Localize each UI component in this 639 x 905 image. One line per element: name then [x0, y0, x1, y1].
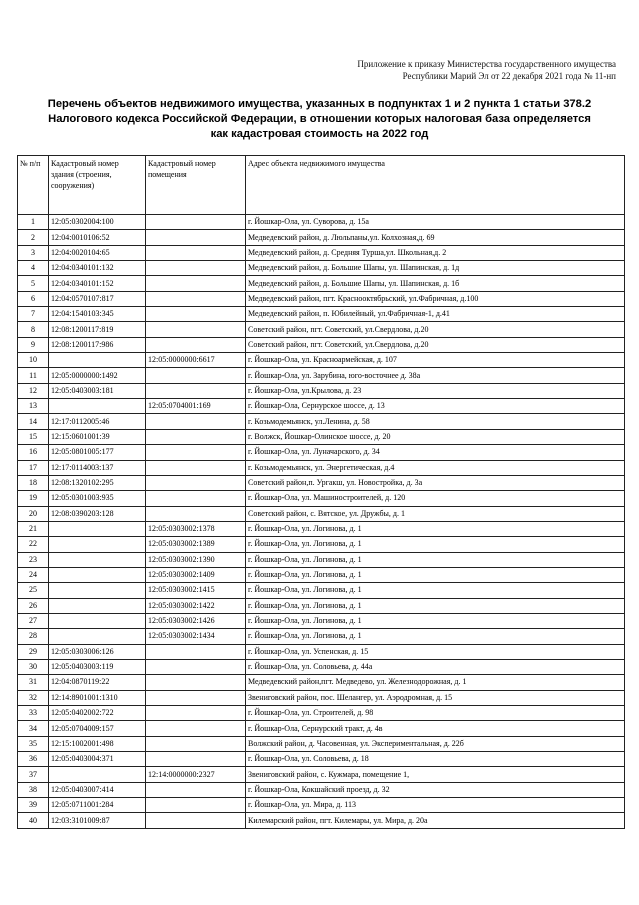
cell-premises-cadastral — [146, 706, 246, 721]
cell-number: 18 — [18, 475, 49, 490]
cell-building-cadastral: 12:05:0402002:722 — [49, 706, 146, 721]
table-row — [18, 475, 625, 490]
cell-number: 23 — [18, 552, 49, 567]
table-row — [18, 706, 625, 721]
document-title — [16, 97, 623, 142]
cell-number: 40 — [18, 813, 49, 828]
cell-address: Медведевский район, д. Средняя Турша,ул. Школьная,д. 2 — [246, 245, 625, 260]
cell-address: Медведевский район, п. Юбилейный, ул.Фабричная-1, д.41 — [246, 307, 625, 322]
cell-address: Килемарский район, пгт. Килемары, ул. Мира, д. 20а — [246, 813, 625, 828]
cell-building-cadastral: 12:04:0010106:52 — [49, 230, 146, 245]
table-row — [18, 675, 625, 690]
cell-address: Звениговский район, пос. Шелангер, ул. Аэродромная, д. 15 — [246, 690, 625, 705]
cell-building-cadastral: 12:04:1540103:345 — [49, 307, 146, 322]
cell-address: г. Йошкар-Ола, ул. Логинова, д. 1 — [246, 613, 625, 628]
cell-premises-cadastral: 12:05:0303002:1390 — [146, 552, 246, 567]
cell-address: г. Волжск, Йошкар-Олинское шоссе, д. 20 — [246, 429, 625, 444]
cell-building-cadastral: 12:08:1200117:819 — [49, 322, 146, 337]
cell-building-cadastral: 12:05:0403003:181 — [49, 383, 146, 398]
cell-address: г. Йошкар-Ола, ул. Успенская, д. 15 — [246, 644, 625, 659]
table-row — [18, 307, 625, 322]
cell-building-cadastral: 12:17:0112005:46 — [49, 414, 146, 429]
cell-premises-cadastral — [146, 276, 246, 291]
table-row — [18, 276, 625, 291]
cell-number: 13 — [18, 399, 49, 414]
table-row — [18, 399, 625, 414]
cell-building-cadastral — [49, 552, 146, 567]
cell-number: 20 — [18, 506, 49, 521]
cell-building-cadastral: 12:05:0301003:935 — [49, 491, 146, 506]
cell-premises-cadastral — [146, 675, 246, 690]
cell-building-cadastral: 12:05:0403004:371 — [49, 752, 146, 767]
appendix-note-line-2: Республики Марий Эл от 22 декабря 2021 года № 11-нп — [402, 71, 616, 81]
cell-building-cadastral: 12:04:0340101:132 — [49, 261, 146, 276]
cell-premises-cadastral — [146, 782, 246, 797]
table-row — [18, 537, 625, 552]
cell-premises-cadastral — [146, 245, 246, 260]
cell-building-cadastral: 12:15:0601001:39 — [49, 429, 146, 444]
cell-number: 39 — [18, 798, 49, 813]
cell-premises-cadastral: 12:05:0303002:1378 — [146, 521, 246, 536]
cell-premises-cadastral: 12:05:0303002:1426 — [146, 613, 246, 628]
table-row — [18, 445, 625, 460]
cell-address: г. Йошкар-Ола, ул. Строителей, д. 98 — [246, 706, 625, 721]
cell-address: Медведевский район,пгт. Медведево, ул. Железнодорожная, д. 1 — [246, 675, 625, 690]
cell-building-cadastral: 12:04:0570107:817 — [49, 291, 146, 306]
table-row — [18, 414, 625, 429]
cell-building-cadastral: 12:05:0711001:284 — [49, 798, 146, 813]
cell-number: 5 — [18, 276, 49, 291]
cell-premises-cadastral — [146, 291, 246, 306]
cell-premises-cadastral — [146, 491, 246, 506]
cell-building-cadastral: 12:05:0000000:1492 — [49, 368, 146, 383]
cell-number: 1 — [18, 215, 49, 230]
cell-number: 6 — [18, 291, 49, 306]
cell-premises-cadastral — [146, 644, 246, 659]
cell-premises-cadastral — [146, 690, 246, 705]
table-row — [18, 491, 625, 506]
cell-number: 12 — [18, 383, 49, 398]
cell-building-cadastral: 12:05:0302004:100 — [49, 215, 146, 230]
cell-building-cadastral: 12:17:0114003:137 — [49, 460, 146, 475]
cell-building-cadastral: 12:04:0340101:152 — [49, 276, 146, 291]
cell-premises-cadastral: 12:05:0000000:6617 — [146, 353, 246, 368]
table-row — [18, 721, 625, 736]
title-line-3: как кадастровая стоимость на 2022 год — [210, 128, 429, 140]
cell-address: Медведевский район, д. Люльпаны,ул. Колхозная,д. 69 — [246, 230, 625, 245]
cell-number: 2 — [18, 230, 49, 245]
cell-number: 22 — [18, 537, 49, 552]
table-body — [18, 215, 625, 829]
cell-number: 15 — [18, 429, 49, 444]
table-row — [18, 261, 625, 276]
cell-premises-cadastral — [146, 752, 246, 767]
cell-building-cadastral: 12:15:1002001:498 — [49, 736, 146, 751]
cell-building-cadastral: 12:14:8901001:1310 — [49, 690, 146, 705]
title-line-1: Перечень объектов недвижимого имущества, указанных в подпунктах 1 и 2 пункта 1 статьи 378.2 — [47, 98, 592, 110]
cell-address: г. Йошкар-Ола, ул. Логинова, д. 1 — [246, 598, 625, 613]
cell-building-cadastral: 12:04:0020104:65 — [49, 245, 146, 260]
cell-address: г. Козьмодемьянск, ул.Ленина, д. 58 — [246, 414, 625, 429]
cell-building-cadastral — [49, 353, 146, 368]
cell-number: 34 — [18, 721, 49, 736]
cell-address: г. Йошкар-Ола, ул. Логинова, д. 1 — [246, 629, 625, 644]
header-premises-cadastral: Кадастровый номер помещения — [146, 156, 246, 215]
cell-building-cadastral: 12:05:0801005:177 — [49, 445, 146, 460]
cell-number: 7 — [18, 307, 49, 322]
cell-address: г. Йошкар-Ола, ул. Луначарского, д. 34 — [246, 445, 625, 460]
table-row — [18, 506, 625, 521]
cell-premises-cadastral — [146, 215, 246, 230]
cell-building-cadastral — [49, 399, 146, 414]
cell-number: 31 — [18, 675, 49, 690]
table-row — [18, 798, 625, 813]
cell-number: 4 — [18, 261, 49, 276]
table-row — [18, 659, 625, 674]
table-row — [18, 322, 625, 337]
cell-number: 10 — [18, 353, 49, 368]
property-table — [17, 155, 625, 829]
cell-building-cadastral: 12:04:0870119:22 — [49, 675, 146, 690]
table-row — [18, 752, 625, 767]
cell-number: 37 — [18, 767, 49, 782]
cell-number: 19 — [18, 491, 49, 506]
cell-number: 27 — [18, 613, 49, 628]
table-row — [18, 644, 625, 659]
cell-premises-cadastral — [146, 429, 246, 444]
cell-building-cadastral: 12:03:3101009:87 — [49, 813, 146, 828]
cell-building-cadastral — [49, 537, 146, 552]
table-row — [18, 460, 625, 475]
cell-building-cadastral: 12:08:0390203:128 — [49, 506, 146, 521]
cell-premises-cadastral — [146, 368, 246, 383]
cell-premises-cadastral — [146, 813, 246, 828]
cell-address: г. Йошкар-Ола, ул. Логинова, д. 1 — [246, 552, 625, 567]
table-row — [18, 552, 625, 567]
cell-address: г. Йошкар-Ола, ул. Логинова, д. 1 — [246, 583, 625, 598]
cell-premises-cadastral — [146, 322, 246, 337]
cell-number: 24 — [18, 567, 49, 582]
table-row — [18, 215, 625, 230]
cell-number: 11 — [18, 368, 49, 383]
cell-address: г. Козьмодемьянск, ул. Энергетическая, д.4 — [246, 460, 625, 475]
cell-premises-cadastral — [146, 721, 246, 736]
cell-address: Советский район, пгт. Советский, ул.Свердлова, д.20 — [246, 337, 625, 352]
cell-address: Советский район, с. Вятское, ул. Дружбы, д. 1 — [246, 506, 625, 521]
cell-number: 36 — [18, 752, 49, 767]
table-row — [18, 353, 625, 368]
cell-number: 16 — [18, 445, 49, 460]
cell-premises-cadastral — [146, 475, 246, 490]
cell-address: г. Йошкар-Ола, ул. Зарубина, юго-восточнее д. 38а — [246, 368, 625, 383]
cell-number: 25 — [18, 583, 49, 598]
cell-number: 8 — [18, 322, 49, 337]
cell-address: г. Йошкар-Ола, ул.Крылова, д. 23 — [246, 383, 625, 398]
table-row — [18, 736, 625, 751]
table-header-row — [18, 156, 625, 215]
cell-number: 33 — [18, 706, 49, 721]
cell-premises-cadastral — [146, 659, 246, 674]
cell-building-cadastral: 12:05:0403003:119 — [49, 659, 146, 674]
table-row — [18, 291, 625, 306]
cell-address: Советский район,п. Ургакш, ул. Новостройка, д. 3а — [246, 475, 625, 490]
cell-address: г. Йошкар-Ола, ул. Логинова, д. 1 — [246, 521, 625, 536]
table-row — [18, 613, 625, 628]
table-row — [18, 230, 625, 245]
cell-number: 14 — [18, 414, 49, 429]
header-number: № п/п — [18, 156, 49, 215]
cell-number: 3 — [18, 245, 49, 260]
cell-premises-cadastral: 12:05:0303002:1422 — [146, 598, 246, 613]
cell-premises-cadastral: 12:05:0303002:1415 — [146, 583, 246, 598]
cell-number: 35 — [18, 736, 49, 751]
title-line-2: Налогового кодекса Российской Федерации, в отношении которых налоговая база определяется — [48, 113, 591, 125]
cell-address: Волжский район, д. Часовенная, ул. Экспериментальная, д. 22б — [246, 736, 625, 751]
table-row — [18, 521, 625, 536]
cell-building-cadastral — [49, 598, 146, 613]
table-row — [18, 767, 625, 782]
cell-premises-cadastral — [146, 261, 246, 276]
cell-address: г. Йошкар-Ола, ул. Логинова, д. 1 — [246, 567, 625, 582]
cell-address: г. Йошкар-Ола, ул. Красноармейская, д. 107 — [246, 353, 625, 368]
cell-premises-cadastral — [146, 445, 246, 460]
cell-premises-cadastral — [146, 460, 246, 475]
cell-building-cadastral — [49, 521, 146, 536]
table-row — [18, 598, 625, 613]
cell-number: 38 — [18, 782, 49, 797]
table-row — [18, 813, 625, 828]
cell-address: Медведевский район, д. Большие Шапы, ул. Шапинская, д. 1д — [246, 261, 625, 276]
cell-number: 32 — [18, 690, 49, 705]
cell-address: г. Йошкар-Ола, Сернурский тракт, д. 4в — [246, 721, 625, 736]
cell-premises-cadastral — [146, 230, 246, 245]
cell-building-cadastral: 12:05:0303006:126 — [49, 644, 146, 659]
cell-address: г. Йошкар-Ола, ул. Мира, д. 113 — [246, 798, 625, 813]
cell-building-cadastral: 12:05:0403007:414 — [49, 782, 146, 797]
cell-building-cadastral — [49, 613, 146, 628]
table-row — [18, 383, 625, 398]
cell-number: 26 — [18, 598, 49, 613]
cell-premises-cadastral: 12:05:0303002:1409 — [146, 567, 246, 582]
cell-address: Советский район, пгт. Советский, ул.Свердлова, д.20 — [246, 322, 625, 337]
cell-address: г. Йошкар-Ола, Кокшайский проезд, д. 32 — [246, 782, 625, 797]
cell-premises-cadastral: 12:05:0704001:169 — [146, 399, 246, 414]
cell-address: Медведевский район, пгт. Краснооктябрьский, ул.Фабричная, д.100 — [246, 291, 625, 306]
cell-number: 29 — [18, 644, 49, 659]
cell-building-cadastral: 12:08:1320102:295 — [49, 475, 146, 490]
cell-premises-cadastral — [146, 736, 246, 751]
cell-address: Медведевский район, д. Большие Шапы, ул. Шапинская, д. 1б — [246, 276, 625, 291]
table-row — [18, 337, 625, 352]
appendix-note-line-1: Приложение к приказу Министерства государственного имущества — [357, 59, 616, 69]
cell-address: г. Йошкар-Ола, ул. Соловьева, д. 44а — [246, 659, 625, 674]
appendix-note — [286, 58, 616, 82]
cell-premises-cadastral — [146, 506, 246, 521]
header-building-cadastral: Кадастровый номер здания (строения, сооружения) — [49, 156, 146, 215]
cell-building-cadastral — [49, 629, 146, 644]
table-row — [18, 567, 625, 582]
cell-building-cadastral — [49, 583, 146, 598]
table-row — [18, 583, 625, 598]
table-row — [18, 368, 625, 383]
cell-address: г. Йошкар-Ола, ул. Соловьева, д. 18 — [246, 752, 625, 767]
cell-premises-cadastral — [146, 383, 246, 398]
table-row — [18, 245, 625, 260]
cell-address: г. Йошкар-Ола, ул. Суворова, д. 15а — [246, 215, 625, 230]
table-row — [18, 690, 625, 705]
cell-building-cadastral: 12:08:1200117:986 — [49, 337, 146, 352]
cell-address: г. Йошкар-Ола, ул. Логинова, д. 1 — [246, 537, 625, 552]
cell-premises-cadastral: 12:14:0000000:2327 — [146, 767, 246, 782]
table-row — [18, 782, 625, 797]
cell-premises-cadastral — [146, 307, 246, 322]
cell-number: 30 — [18, 659, 49, 674]
cell-premises-cadastral — [146, 414, 246, 429]
table-row — [18, 629, 625, 644]
cell-address: Звениговский район, с. Кужмара, помещение 1, — [246, 767, 625, 782]
cell-premises-cadastral — [146, 337, 246, 352]
cell-number: 21 — [18, 521, 49, 536]
cell-number: 28 — [18, 629, 49, 644]
cell-premises-cadastral: 12:05:0303002:1434 — [146, 629, 246, 644]
cell-number: 17 — [18, 460, 49, 475]
cell-number: 9 — [18, 337, 49, 352]
table-row — [18, 429, 625, 444]
cell-building-cadastral — [49, 567, 146, 582]
cell-address: г. Йошкар-Ола, ул. Машиностроителей, д. 120 — [246, 491, 625, 506]
cell-building-cadastral: 12:05:0704009:157 — [49, 721, 146, 736]
cell-building-cadastral — [49, 767, 146, 782]
cell-premises-cadastral — [146, 798, 246, 813]
cell-address: г. Йошкар-Ола, Сернурское шоссе, д. 13 — [246, 399, 625, 414]
cell-premises-cadastral: 12:05:0303002:1389 — [146, 537, 246, 552]
header-address: Адрес объекта недвижимого имущества — [246, 156, 625, 215]
